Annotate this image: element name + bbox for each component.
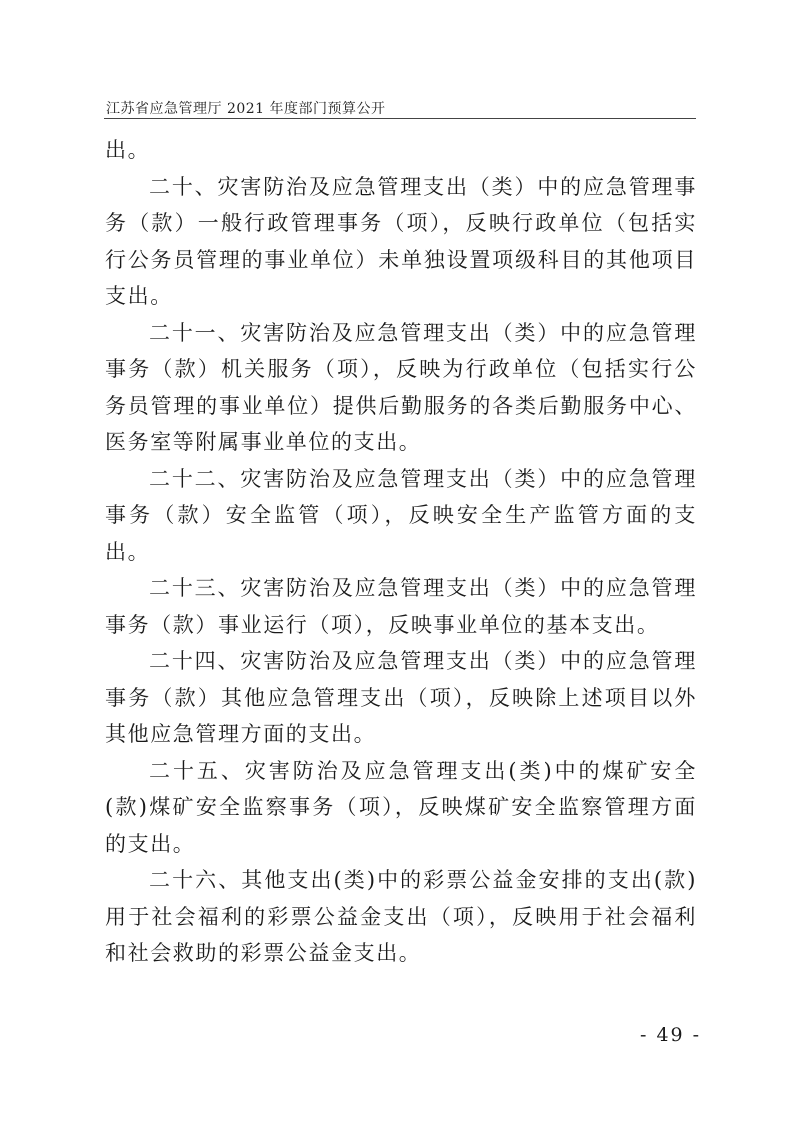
paragraph-item-21: 二十一、灾害防治及应急管理支出（类）中的应急管理事务（款）机关服务（项），反映为行政单位（包括实行公务员管理的事业单位）提供后勤服务的各类后勤服务中心、医务室等附属事业单位的支出。 <box>105 320 697 454</box>
document-body <box>105 132 697 972</box>
paragraph-item-20: 二十、灾害防治及应急管理支出（类）中的应急管理事务（款）一般行政管理事务（项），反映行政单位（包括实行公务员管理的事业单位）未单独设置项级科目的其他项目支出。 <box>105 174 697 308</box>
paragraph-item-25: 二十五、灾害防治及应急管理支出(类)中的煤矿安全(款)煤矿安全监察事务（项），反映煤矿安全监察管理方面的支出。 <box>105 758 697 856</box>
paragraph-item-24: 二十四、灾害防治及应急管理支出（类）中的应急管理事务（款）其他应急管理支出（项），反映除上述项目以外其他应急管理方面的支出。 <box>105 649 697 746</box>
header-divider <box>104 118 696 119</box>
paragraph-item-26: 二十六、其他支出(类)中的彩票公益金安排的支出(款)用于社会福利的彩票公益金支出（项），反映用于社会福利和社会救助的彩票公益金支出。 <box>105 868 697 965</box>
paragraph-item-23: 二十三、灾害防治及应急管理支出（类）中的应急管理事务（款）事业运行（项），反映事业单位的基本支出。 <box>105 576 697 637</box>
document-header: 江苏省应急管理厅 2021 年度部门预算公开 <box>106 101 386 117</box>
paragraph-continuation: 出。 <box>105 138 151 162</box>
page-number: - 49 - <box>640 1024 702 1046</box>
paragraph-item-22: 二十二、灾害防治及应急管理支出（类）中的应急管理事务（款）安全监管（项），反映安全生产监管方面的支出。 <box>105 466 697 564</box>
